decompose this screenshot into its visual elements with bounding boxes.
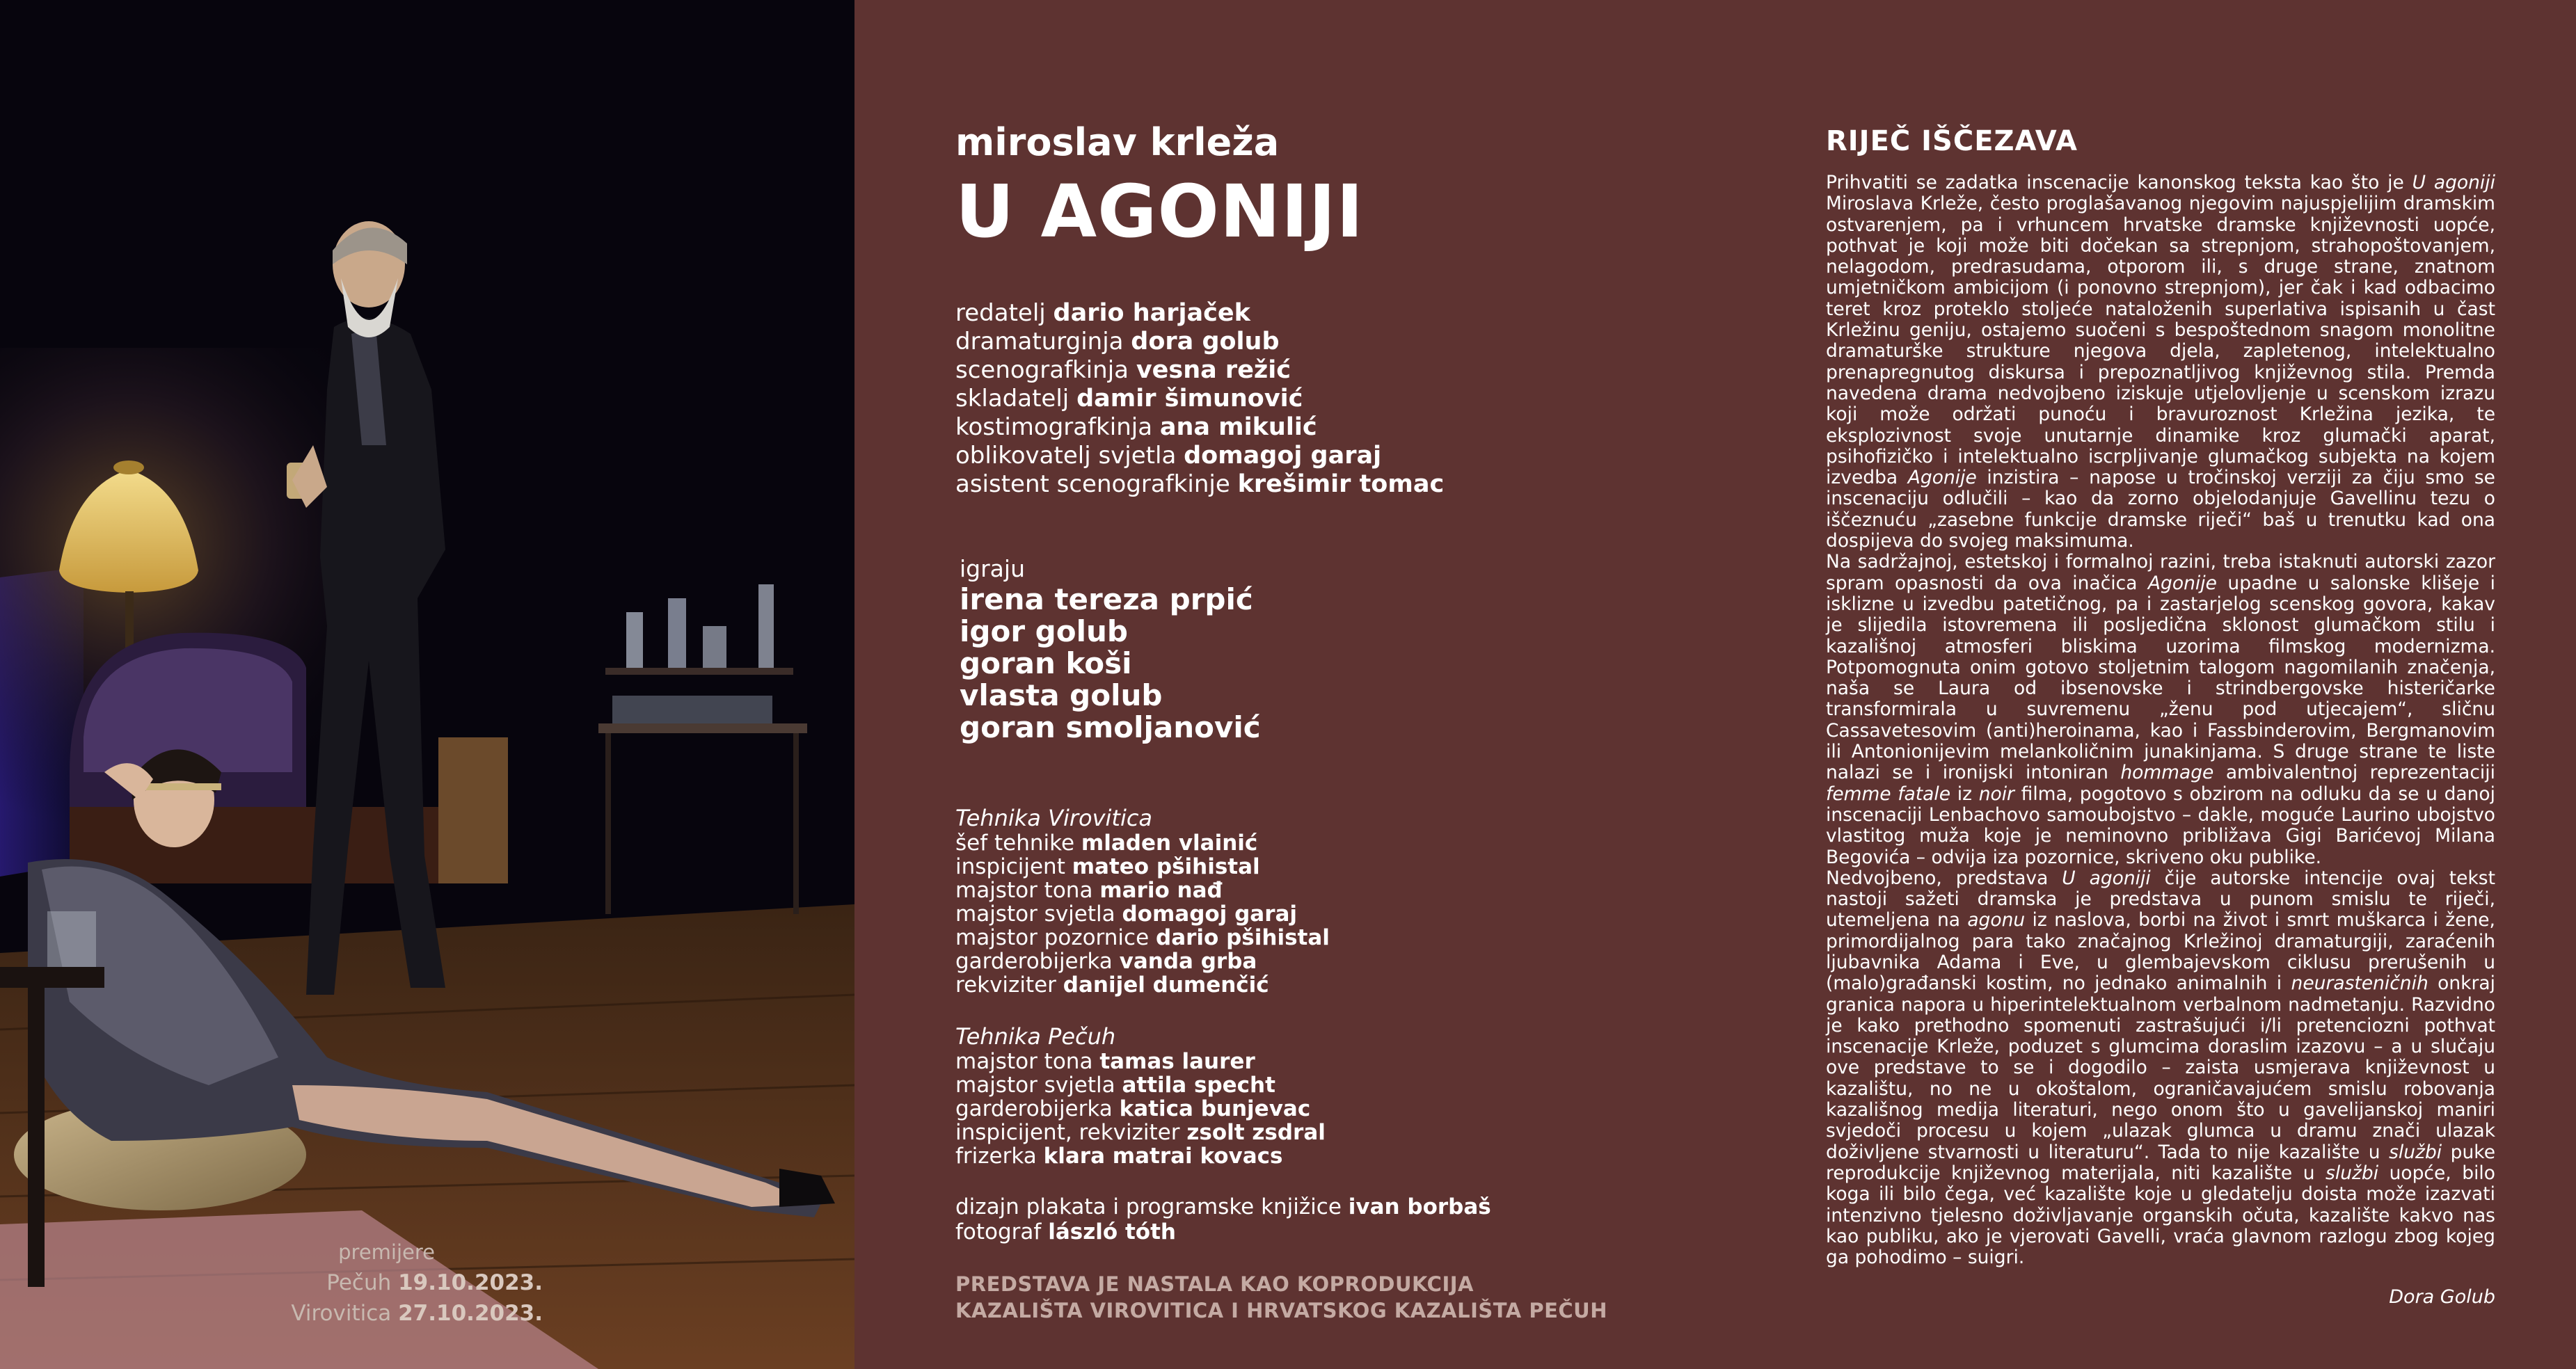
production-photo xyxy=(0,0,854,1369)
credit-row: scenografkinja vesna režić xyxy=(955,356,1291,384)
essay-title: RIJEČ IŠČEZAVA xyxy=(1826,125,2078,157)
tech-row: rekviziter danijel dumenčić xyxy=(955,972,1269,998)
credit-row: oblikovatelj svjetla domagoj garaj xyxy=(955,442,1382,470)
creative-team-list xyxy=(955,299,1651,499)
essay-column xyxy=(1826,124,2495,1308)
tech-row: majstor tona tamas laurer xyxy=(955,1049,1255,1074)
tech-row: majstor svjetla attila specht xyxy=(955,1073,1275,1098)
premiere-virovitica: Virovitica 27.10.2023. xyxy=(291,1301,543,1326)
credit-row: redatelj dario harjaček xyxy=(955,299,1250,327)
essay-author: Dora Golub xyxy=(2389,1286,2495,1308)
tech-heading: Tehnika Pečuh xyxy=(955,1023,1116,1050)
credit-row: dramaturginja dora golub xyxy=(955,328,1280,355)
tech-team-pecuh xyxy=(955,1023,1651,1168)
credit-row: asistent scenografkinje krešimir tomac xyxy=(955,470,1445,498)
essay-paragraph: Na sadržajnoj, estetskoj i formalnoj razini, treba istaknuti autorski zazor spram opasnosti da ova inačica Agonije upadne u salonske klišeje i isklizne u izvedbu patetičnog, pa i zastarjelog scenskog govora, kakav je slijedila istovremena ili posljedična sklonost glumačkom stilu i kazališnoj atmosferi bliskima uzorima filmskog modernizma. Potpomognuta onim gotovo stoljetnim talogom nagomilanih značenja, naša se Laura od ibsenovske i strindbergovske histeričarke transformirala u suvremenu „ženu pod utjecajem“, sličnu Cassavetesovim (anti)heroinama, kao i Fassbinderovim, Bergmanovim ili Antonionijevim melankoličnim junakinjama. S druge strane te liste nalazi se i ironijski intoniran hommage ambivalentnoj reprezentaciji femme fatale iz noir filma, pogotovo s obzirom na odluku da se u danoj inscenaciji Lenbachovo samoubojstvo – dakle, moguće Laurino ubojstvo vlastitog muža koje je neminovno približava Gigi Barićevoj Milana Begovića – odvija iza pozornice, skriveno oku publike. xyxy=(1826,551,2496,868)
coproduction-note: PREDSTAVA JE NASTALA KAO KOPRODUKCIJA KAZALIŠTA VIROVITICA I HRVATSKOG KAZALIŠTA PEČUH xyxy=(955,1272,1608,1322)
credit-row: kostimografkinja ana mikulić xyxy=(955,413,1317,441)
tech-heading: Tehnika Virovitica xyxy=(955,805,1153,831)
production-credits-column xyxy=(955,118,1651,1324)
tech-row: garderobijerka katica bunjevac xyxy=(955,1096,1311,1121)
tech-team-virovitica xyxy=(955,805,1651,997)
design-row: fotograf lászló tóth xyxy=(955,1219,1176,1244)
tech-row: inspicijent, rekviziter zsolt zsdral xyxy=(955,1120,1326,1145)
credit-row: skladatelj damir šimunović xyxy=(955,385,1303,413)
design-credits xyxy=(955,1194,1651,1244)
tech-row: garderobijerka vanda grba xyxy=(955,949,1257,974)
tech-row: majstor svjetla domagoj garaj xyxy=(955,902,1298,927)
play-author: miroslav krleža xyxy=(955,120,1280,164)
tech-row: majstor pozornice dario pšihistal xyxy=(955,925,1330,950)
play-title: U AGONIJI xyxy=(955,169,1365,254)
cast-label: igraju xyxy=(960,555,1025,582)
essay-paragraph: Nedvojbeno, predstava U agoniji čije autorske intencije ovaj tekst nastoji sažeti dramska je predstava u punom smislu te riječi, utemeljena na agonu iz naslova, borbi na život i smrt muškarca i žene, primordijalnog para tako značajnog Krležinoj dramaturgiji, zaraćenih ljubavnika Adama i Eve, u glembajevskom ciklusu prerušenih u (malo)građanski kostim, no jednako animalnih i neurasteničnih onkraj granica napora u hiperintelektualnom verbalnom nadmetanju. Razvidno je kako prethodno spomenuti zastrašujući i/li pretenciozni pothvat inscenacije Krleže, poduzet s glumcima doraslim izazovu – a u slučaju ove predstave to se i dogodilo – zaista usmjerava književnost u kazalištu, no ne u okoštalom, ograničavajućem smislu robovanja kazališnog medija literaturi, nego onom što u gavelijanskoj maniri svjedoči procesu u kojem „ulazak glumca u dramu znači ulazak doživljene stvarnosti u literaturu“. Tada to nije kazalište u službi puke reprodukcije književnog materijala, niti kazalište u službi uopće, bilo koga ili bilo čega, već kazalište koje u gledatelju doista može izazvati intenzivno tjelesno doživljavanje organskih očuta, kazalište kakvo nas kao publiku, ako je vjerovati Gavelli, vraća glavnom razlogu zbog kojeg ga pohodimo – suigri. xyxy=(1826,867,2496,1269)
stage-scene-illustration xyxy=(0,0,854,1369)
tech-row: inspicijent mateo pšihistal xyxy=(955,854,1260,879)
essay-body xyxy=(1826,173,2495,1268)
tech-row: šef tehnike mladen vlainić xyxy=(955,831,1258,856)
tech-row: frizerka klara matrai kovacs xyxy=(955,1144,1283,1169)
tech-row: majstor tona mario nađ xyxy=(955,878,1223,903)
cast-member: irena tereza prpić xyxy=(960,582,1253,616)
design-row: dizajn plakata i programske knjižice ivan borbaš xyxy=(955,1194,1491,1219)
cast-member: vlasta golub xyxy=(960,678,1163,712)
premiere-pecuh: Pečuh 19.10.2023. xyxy=(326,1270,543,1295)
essay-paragraph: Prihvatiti se zadatka inscenacije kanonskog teksta kao što je U agoniji Miroslava Krleže, često proglašavanog njegovim najuspjelijim dramskim ostvarenjem, pa i vrhuncem hrvatske dramske književnosti uopće, pothvat je koji može biti dočekan sa strepnjom, strahopoštovanjem, nelagodom, predrasudama, otporom ili, s druge strane, znatnom umjetničkom ambicijom (i ponovno strepnjom), jer čak i kad odbacimo teret kroz proteklo stoljeće nataloženih superlativa ispisanih u čast Krležinu geniju, ostajemo suočeni s bespoštednom snagom monolitne dramaturške strukture njegova djela, zapletenog, intelektualno prenapregnutog diskursa i prepoznatljivog književnog stila. Premda navedena drama nedvojbeno iziskuje utjelovljenje u scenskom izrazu koji može održati punoću i bravuroznost Krležina jezika, te eksplozivnost svoje unutarnje dinamike kroz glumački aparat, psihofizičko i intelektualno iscrpljivanje glumačkog subjekta na kojem izvedba Agonije inzistira – napose u tročinskoj verziji za čiju smo se inscenaciju odlučili – kao da zorno objelodanjuje Gavellinu tezu o iščeznuću „zasebne funkcije dramske riječi“ baš u trenutku kad ona dospijeva do svojeg maksimuma. xyxy=(1826,172,2495,552)
premiere-label: premijere xyxy=(338,1240,435,1264)
cast-member: goran koši xyxy=(960,646,1132,680)
cast-list xyxy=(960,554,1651,744)
cast-member: goran smoljanović xyxy=(960,710,1261,744)
cast-member: igor golub xyxy=(960,614,1128,648)
premiere-dates xyxy=(264,1237,543,1329)
